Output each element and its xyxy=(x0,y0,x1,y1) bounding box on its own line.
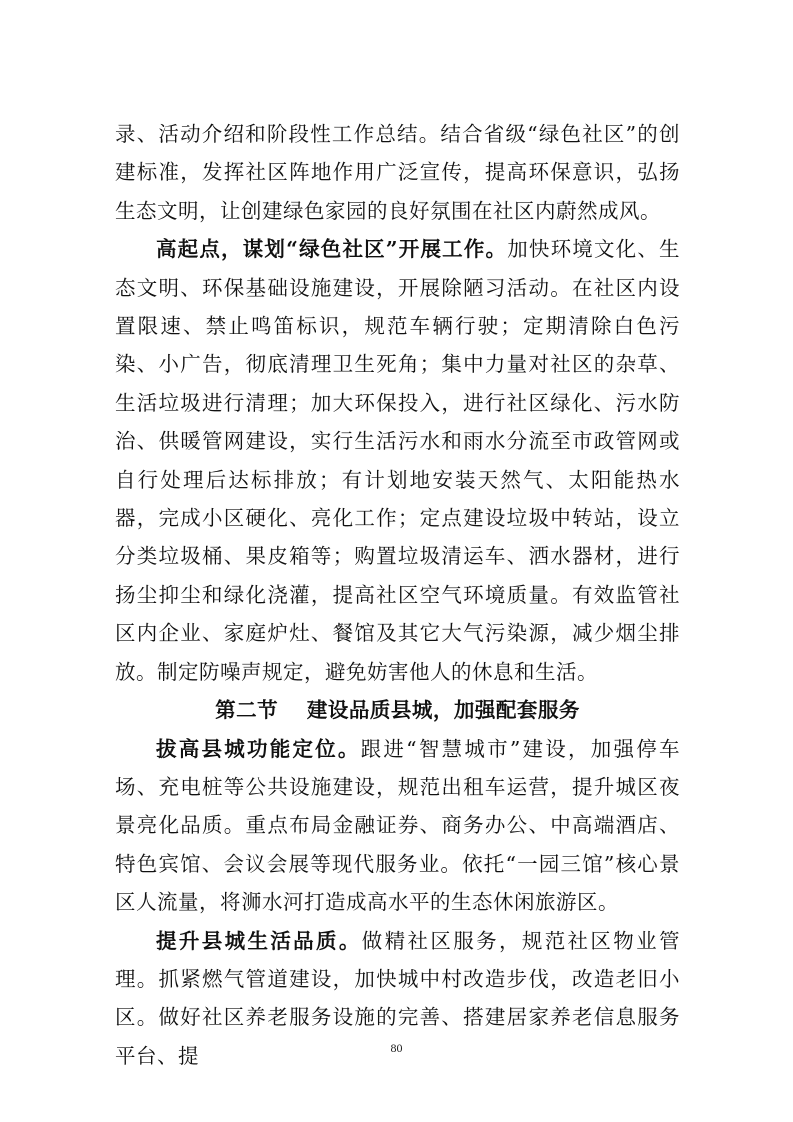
paragraph-lead: 高起点，谋划“绿色社区”开展工作。 xyxy=(156,237,508,262)
section-number: 第二节 xyxy=(215,698,279,723)
paragraph-text: 加快环境文化、生态文明、环保基础设施建设，开展除陋习活动。在社区内设置限速、禁止鸣笛标识，规范车辆行驶；定期清除白色污染、小广告，彻底清理卫生死角；集中力量对社区的杂草、生活垃圾进行清理；加大环保投入，进行社区绿化、污水防治、供暖管网建设，实行生活污水和雨水分流至市政管网或自行处理后达标排放；有计划地安装天然气、太阳能热水器，完成小区硬化、亮化工作；定点建设垃圾中转站，设立分类垃圾桶、果皮箱等；购置垃圾清运车、洒水器材，进行扬尘抑尘和绿化浇灌，提高社区空气环境质量。有效监管社区内企业、家庭炉灶、餐馆及其它大气污染源，减少烟尘排放。制定防噪声规定，避免妨害他人的休息和生活。 xyxy=(115,237,681,684)
paragraph-text: 做精社区服务，规范社区物业管理。抓紧燃气管道建设，加快城中村改造步伐，改造老旧小区。做好社区养老服务设施的完善、搭建居家养老信息服务平台、提 xyxy=(115,928,681,1068)
body-text-upper xyxy=(115,115,680,1075)
section-title: 建设品质县城，加强配套服务 xyxy=(306,698,580,723)
paragraph-text: 录、活动介绍和阶段性工作总结。结合省级“绿色社区”的创建标准，发挥社区阵地作用广泛宣传，提高环保意识，弘扬生态文明，让创建绿色家园的良好氛围在社区内蔚然成风。 xyxy=(115,122,680,223)
paragraph-lead: 拔高县城功能定位。 xyxy=(156,736,361,761)
paragraph-lead: 提升县城生活品质。 xyxy=(156,928,362,953)
paragraph-county-function xyxy=(115,730,680,922)
paragraph-green-community xyxy=(115,230,680,691)
paragraph-continuation xyxy=(115,115,680,230)
page-number: 80 xyxy=(390,1041,403,1055)
paragraph-text: 跟进“智慧城市”建设，加强停车场、充电桩等公共设施建设，规范出租车运营，提升城区夜景亮化品质。重点布局金融证券、商务办公、中高端酒店、特色宾馆、会议会展等现代服务业。依托“一园三馆”核心景区人流量，将浉水河打造成高水平的生态休闲旅游区。 xyxy=(115,736,680,915)
section-heading xyxy=(115,691,680,729)
